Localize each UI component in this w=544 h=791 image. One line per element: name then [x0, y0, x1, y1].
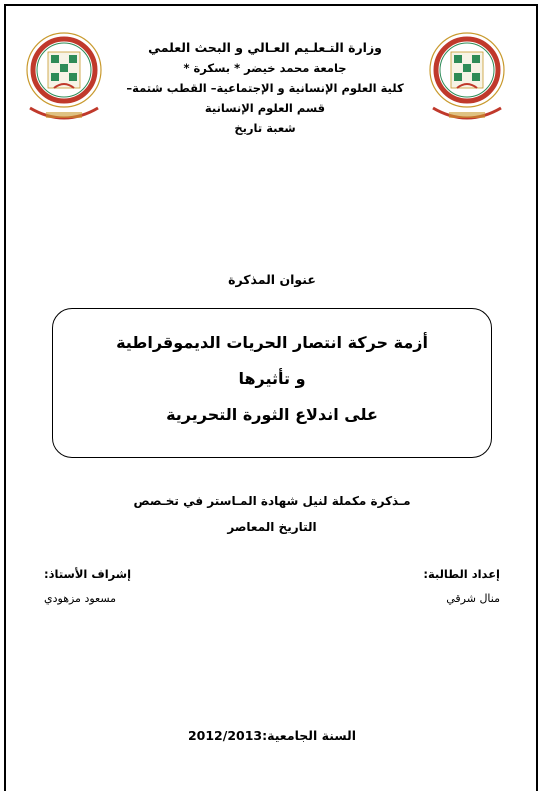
thesis-title-line: أزمة حركة انتصار الحريات الديموقراطية — [116, 333, 428, 352]
title-caption: عنوان المذكرة — [228, 272, 316, 287]
thesis-title-line: و تأثيرها — [238, 369, 306, 388]
student-name: منال شرقي — [446, 592, 500, 605]
supervisor-label: إشراف الأستاذ: — [44, 567, 132, 581]
institution-header — [110, 38, 420, 138]
university-name: جامعة محمد خيضر * بسكرة * — [183, 61, 347, 75]
faculty-name: كلية العلوم الإنسانية و الإجتماعية– القطب شتمة– — [126, 81, 404, 95]
ministry-name: وزارة التـعلـيم العـالي و البحث العلمي — [148, 40, 382, 55]
subtitle-line: التاريخ المعاصر — [227, 520, 317, 534]
supervisor-name: مسعود مزهودي — [44, 592, 117, 605]
branch-name: شعبة تاريخ — [234, 121, 296, 135]
student-label: إعداد الطالبة: — [423, 567, 500, 581]
academic-year: السنة الجامعية:2012/2013 — [187, 728, 357, 743]
thesis-title-box — [52, 308, 492, 458]
university-seal-icon — [24, 30, 104, 128]
university-seal-icon — [427, 30, 507, 128]
thesis-title-line: على اندلاع الثورة التحريرية — [166, 405, 378, 424]
department-name: قسم العلوم الإنسانية — [204, 101, 326, 115]
subtitle-line: مـذكرة مكملة لنيل شهادة المـاستر في تخـصص — [133, 494, 411, 508]
thesis-subtitle — [0, 488, 544, 540]
